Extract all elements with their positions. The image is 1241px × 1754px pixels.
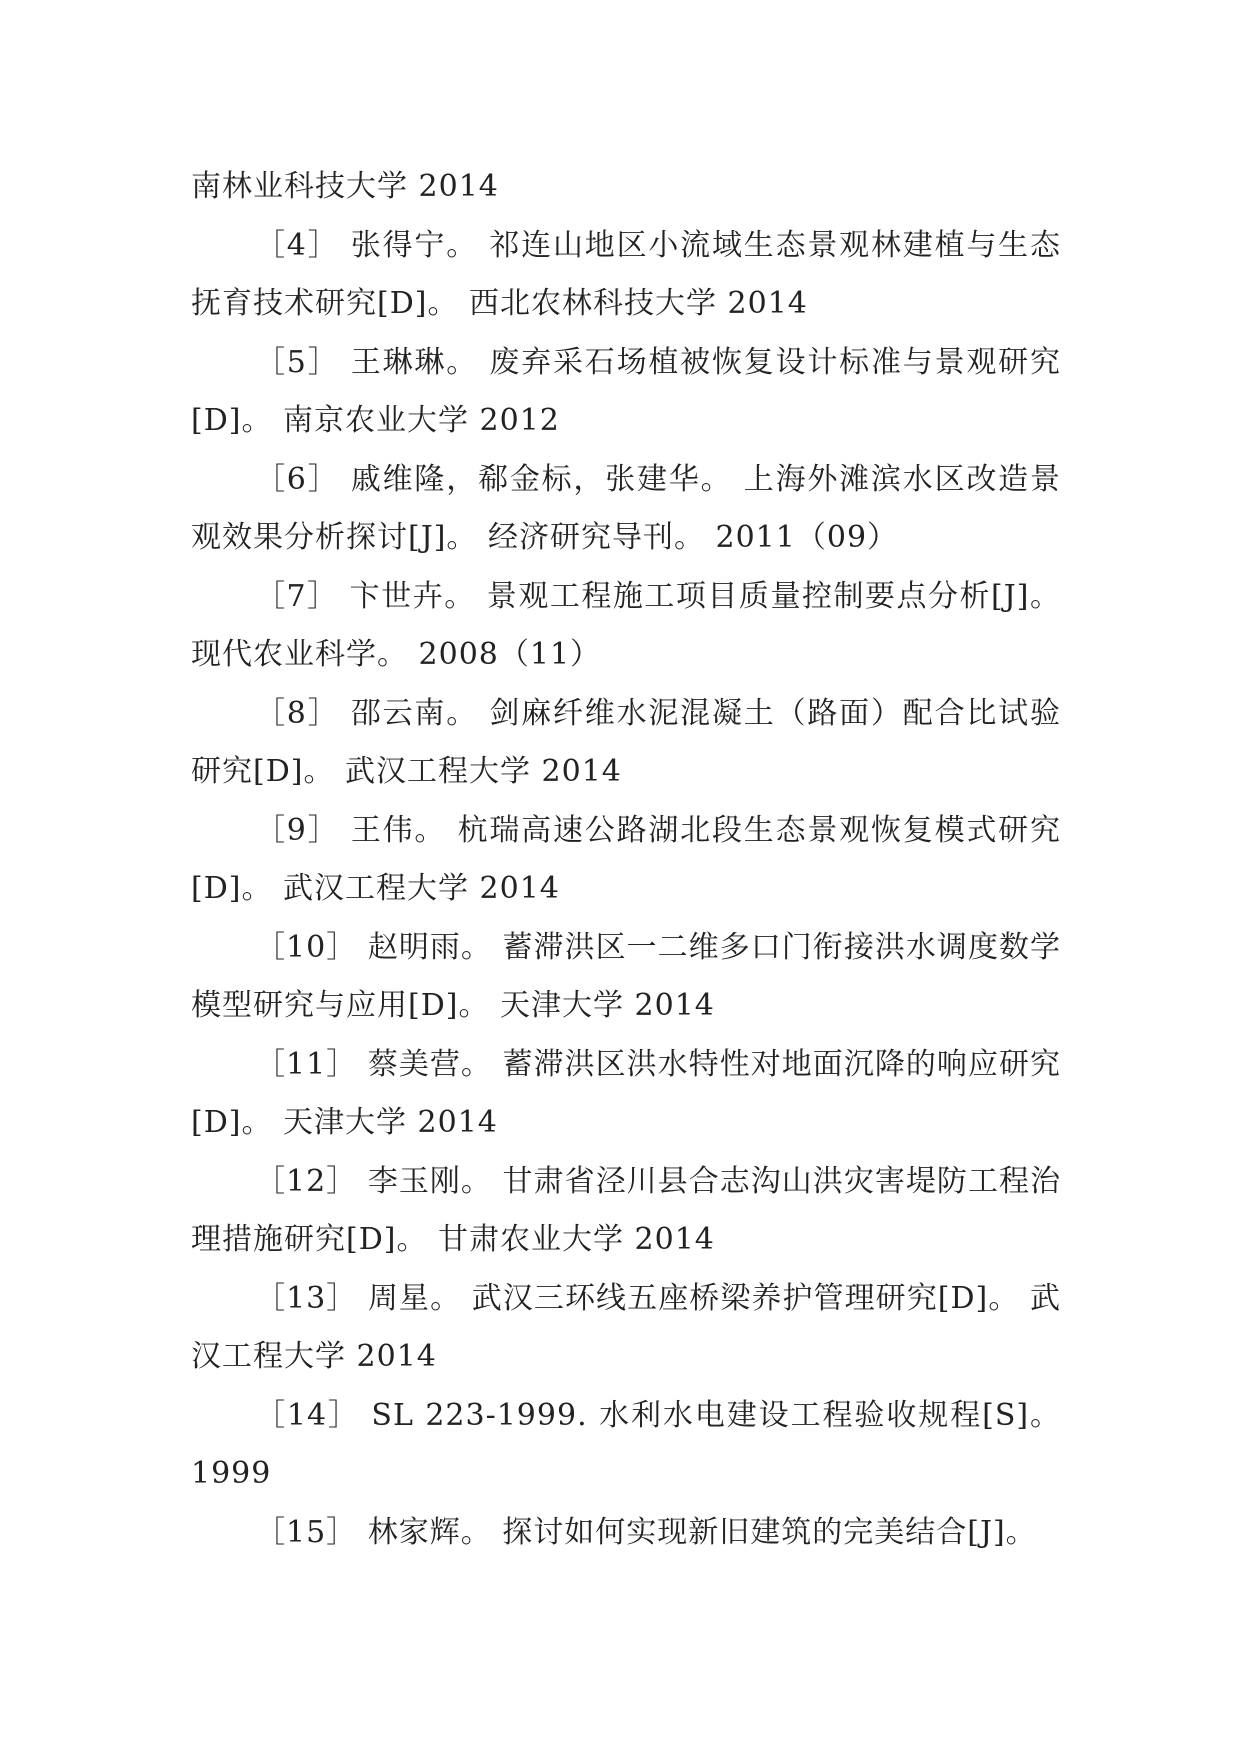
reference-item-13: ［13］ 周星。 武汉三环线五座桥梁养护管理研究[D]。 武汉工程大学 2014 [191,1280,1061,1374]
reference-item-11: ［11］ 蔡美营。 蓄滞洪区洪水特性对地面沉降的响应研究[D]。 天津大学 2014 [191,1046,1061,1140]
reference-item-5: ［5］ 王琳琳。 废弃采石场植被恢复设计标准与景观研究[D]。 南京农业大学 2012 [191,344,1061,438]
reference-item-14: ［14］ SL 223-1999. 水利水电建设工程验收规程[S]。 1999 [191,1397,1061,1491]
reference-item-7: ［7］ 卞世卉。 景观工程施工项目质量控制要点分析[J]。 现代农业科学。 2008（11） [191,578,1061,672]
reference-item-6: ［6］ 戚维隆，郗金标，张建华。 上海外滩滨水区改造景观效果分析探讨[J]。 经济研究导刊。 2011（09） [191,461,1061,555]
reference-list [191,158,1061,1562]
reference-item-12: ［12］ 李玉刚。 甘肃省泾川县合志沟山洪灾害堤防工程治理措施研究[D]。 甘肃农业大学 2014 [191,1163,1061,1257]
reference-item-4: ［4］ 张得宁。 祁连山地区小流域生态景观林建植与生态抚育技术研究[D]。 西北农林科技大学 2014 [191,227,1061,321]
reference-item-8: ［8］ 邵云南。 剑麻纤维水泥混凝土（路面）配合比试验研究[D]。 武汉工程大学 2014 [191,695,1061,789]
reference-item-9: ［9］ 王伟。 杭瑞高速公路湖北段生态景观恢复模式研究[D]。 武汉工程大学 2014 [191,812,1061,906]
reference-item-10: ［10］ 赵明雨。 蓄滞洪区一二维多口门衔接洪水调度数学模型研究与应用[D]。 天津大学 2014 [191,929,1061,1023]
reference-continuation: 南林业科技大学 2014 [191,169,499,204]
reference-item-15: ［15］ 林家辉。 探讨如何实现新旧建筑的完美结合[J]。 [255,1514,1037,1550]
